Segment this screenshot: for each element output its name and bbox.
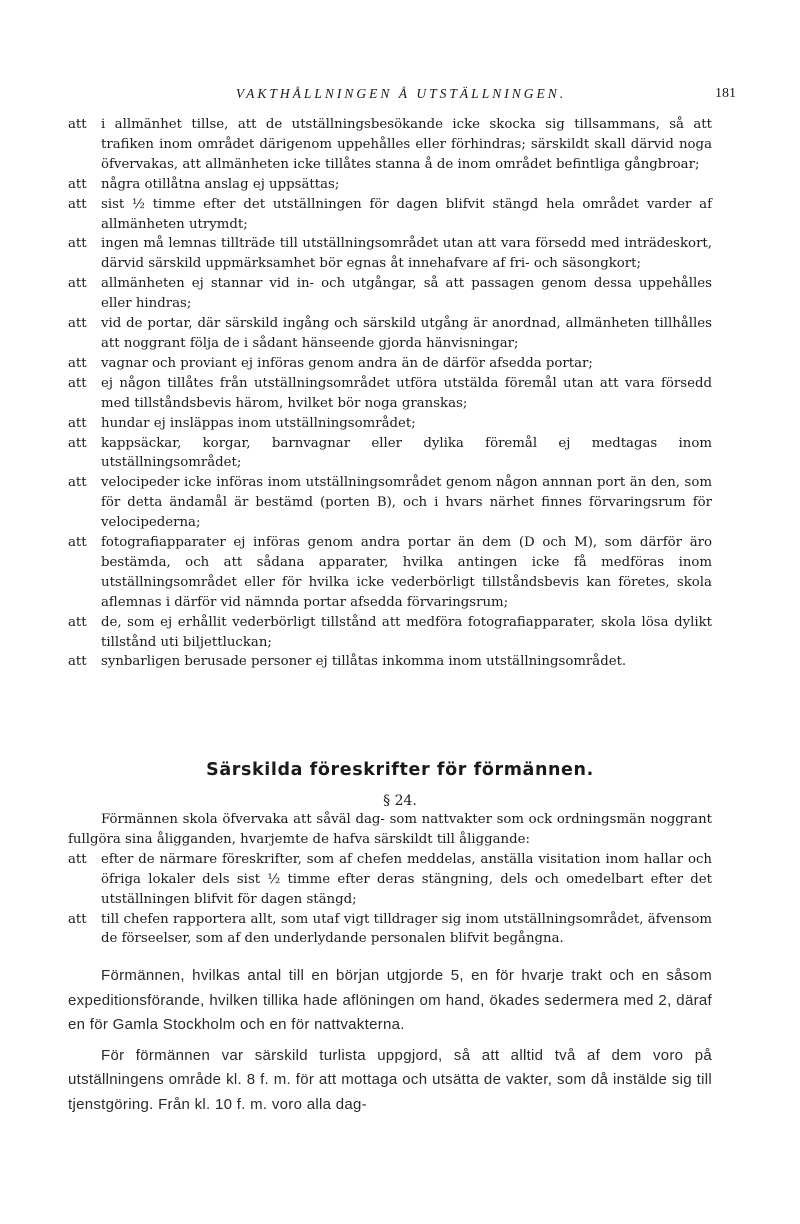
rule-item xyxy=(68,414,712,434)
rule-text: vid de portar, där särskild ingång och särskild utgång är anordnad, allmänheten tillhålles att noggrant följa de i sådant hänseende gjorda hänvisningar; xyxy=(101,316,712,351)
rule-text: velocipeder icke införas inom utställningsområdet genom någon annnan port än den, som för detta ändamål är bestämd (porten B), och i hvars närhet finnes förvaringsrum för velocipederna; xyxy=(101,475,712,531)
rule-prefix: att xyxy=(68,535,87,551)
rule-item xyxy=(68,234,712,274)
rule-prefix: att xyxy=(68,117,87,132)
rule-text: synbarligen berusade personer ej tillåtas inkomma inom utställningsområdet. xyxy=(101,654,627,670)
rule-item xyxy=(68,434,712,474)
rule-text: allmänheten ej stannar vid in- och utgångar, så att passagen genom dessa uppehålles eller hindras; xyxy=(101,276,712,312)
rule-item xyxy=(68,533,712,613)
rule-prefix: att xyxy=(68,654,87,670)
rule-text: de, som ej erhållit vederbörligt tillstånd att medföra fotografiapparater, skola lösa dylikt tillstånd uti biljettluckan; xyxy=(101,614,712,650)
rule-text: ingen må lemnas tillträde till utställningsområdet utan att vara försedd med inträdeskort, därvid särskild uppmärksamhet bör egnas åt innehafvare af fri- och säsongkort; xyxy=(101,236,712,272)
rule-prefix: att xyxy=(68,276,87,292)
rule-item xyxy=(68,175,712,195)
duty-text: efter de närmare föreskrifter, som af chefen meddelas, anställa visitation inom hallar och öfriga lokaler dels sist ½ timme efter deras stängning, dels och omedelbart efter det utställningen blifvit för dagen stängd; xyxy=(101,851,712,907)
duty-prefix: att xyxy=(68,851,87,867)
rule-item xyxy=(68,374,712,414)
rule-prefix: att xyxy=(68,236,87,252)
prose-paragraph: För förmännen var särskild turlista uppgjord, så att alltid två af dem voro på utställningens område kl. 8 f. m. för att mottaga och utsätta de vakter, som då instälde sig till tjenstgöring. Från kl. 10 f. m. voro alla dag- xyxy=(68,1046,712,1113)
rule-text: ej någon tillåtes från utställningsområdet utföra utstälda föremål utan att vara försedd med tillståndsbevis härom, hvilket bör noga granskas; xyxy=(101,375,712,411)
rule-prefix: att xyxy=(68,415,87,431)
duty-item xyxy=(68,910,712,950)
rule-item xyxy=(68,613,712,653)
duty-item xyxy=(68,850,712,910)
rule-text: hundar ej insläppas inom utställningsområdet; xyxy=(101,415,416,431)
rule-item xyxy=(68,473,712,533)
rule-prefix: att xyxy=(68,176,87,192)
running-header xyxy=(66,86,736,110)
section-heading: Särskilda föreskrifter för förmännen. xyxy=(206,760,594,780)
rule-prefix: att xyxy=(68,475,87,491)
rule-prefix: att xyxy=(68,614,87,630)
rule-prefix: att xyxy=(68,196,87,212)
rule-text: kappsäckar, korgar, barnvagnar eller dylika föremål ej medtagas inom utställningsområdet; xyxy=(101,435,712,471)
rule-item xyxy=(68,274,712,314)
rule-item xyxy=(68,195,712,235)
body-prose xyxy=(68,964,712,1123)
rule-text: vagnar och proviant ej införas genom andra än de därför afsedda portar; xyxy=(101,355,593,371)
running-title: VAKTHÅLLNINGEN Å UTSTÄLLNINGEN. xyxy=(235,86,567,101)
duty-text: till chefen rapportera allt, som utaf vigt tilldrager sig inom utställningsområdet, äfvensom de förseelser, som af den underlydande personalen blifvit begångna. xyxy=(101,911,712,947)
section-intro: Förmännen skola öfvervaka att såväl dag- som nattvakter som ock ordningsmän noggrant fullgöra sina åligganden, hvarjemte de hafva särskildt till åliggande: xyxy=(68,812,712,847)
rules-list xyxy=(68,115,712,672)
rule-item xyxy=(68,314,712,354)
paragraph-number: § 24. xyxy=(383,793,417,809)
rule-item xyxy=(68,354,712,374)
rule-prefix: att xyxy=(68,316,87,332)
rule-prefix: att xyxy=(68,355,87,371)
rule-prefix: att xyxy=(68,435,87,451)
rule-text: några otillåtna anslag ej uppsättas; xyxy=(101,176,340,192)
prose-paragraph: Förmännen, hvilkas antal till en början utgjorde 5, en för hvarje trakt och en såsom expeditionsförande, hvilken tillika hade aflöningen om hand, ökades sedermera med 2, däraf en för Gamla Stockholm och en för nattvakterna. xyxy=(68,967,712,1033)
rule-prefix: att xyxy=(68,375,87,391)
rule-text: fotografiapparater ej införas genom andra portar än dem (D och M), som därför äro bestämda, och att sådana apparater, hvilka antingen icke få medföras inom utställningsområdet eller för hvilka icke vederbörligt tillståndsbevis kan företes, skola aflemnas i därför vid nämnda portar afsedda förvaringsrum; xyxy=(101,535,712,610)
rule-text: i allmänhet tillse, att de utställningsbesökande icke skocka sig tillsammans, så att trafiken inom området därigenom uppehålles eller förhindras; särskildt skall därvid noga öfvervakas, att allmänheten icke tillåtes stanna å de inom området befintliga gångbroar; xyxy=(101,117,712,172)
rule-item xyxy=(68,652,712,672)
duty-prefix: att xyxy=(68,911,87,927)
section-body xyxy=(68,810,712,949)
rule-text: sist ½ timme efter det utställningen för dagen blifvit stängd hela området varder af allmänheten utrymdt; xyxy=(101,196,712,232)
rule-item xyxy=(68,115,712,175)
page-number: 181 xyxy=(715,86,736,101)
